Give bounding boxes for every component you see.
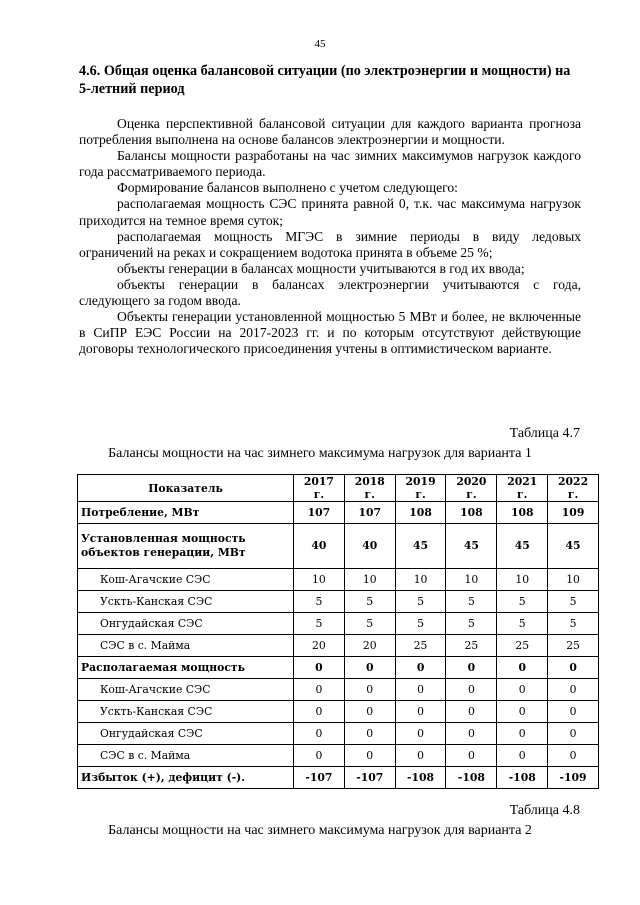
table-cell: 0: [446, 657, 497, 679]
table-cell: 20: [294, 635, 345, 657]
row-label: СЭС в с. Майма: [78, 745, 294, 767]
table-row: [78, 569, 599, 591]
table-row: [78, 502, 599, 524]
table-cell: 0: [548, 679, 599, 701]
table-cell: 109: [548, 502, 599, 524]
table-cell: 108: [497, 502, 548, 524]
table-row: [78, 745, 599, 767]
row-label: Онгудайская СЭС: [78, 613, 294, 635]
table-row: [78, 613, 599, 635]
table-cell: 45: [446, 524, 497, 569]
table-cell: 5: [548, 591, 599, 613]
table-cell: 0: [548, 701, 599, 723]
table-number: Таблица 4.7: [509, 426, 580, 441]
paragraph: располагаемая мощность СЭС принята равной 0, т.к. час максимума нагрузок приходится на темное время суток;: [79, 196, 581, 228]
table-cell: 0: [395, 723, 446, 745]
table-cell: 0: [497, 657, 548, 679]
table-cell: 40: [344, 524, 395, 569]
body-text: [79, 116, 581, 357]
table-cell: 0: [548, 657, 599, 679]
table-cell: 5: [446, 591, 497, 613]
table-cell: 108: [446, 502, 497, 524]
power-balance-table: [77, 474, 599, 789]
row-label: Ускть-Канская СЭС: [78, 701, 294, 723]
table-cell: 0: [446, 701, 497, 723]
row-label: Избыток (+), дефицит (-).: [78, 767, 294, 789]
paragraph: Оценка перспективной балансовой ситуации для каждого варианта прогноза потребления выполнена на основе балансов электроэнергии и мощности.: [79, 116, 581, 148]
row-label: Кош-Агачские СЭС: [78, 679, 294, 701]
table-cell: 10: [344, 569, 395, 591]
table-cell: 0: [294, 657, 345, 679]
table-cell: 5: [344, 591, 395, 613]
table-caption: Балансы мощности на час зимнего максимума нагрузок для варианта 1: [108, 446, 532, 461]
table-row: [78, 679, 599, 701]
table-cell: 5: [548, 613, 599, 635]
table-cell: 0: [294, 679, 345, 701]
table-cell: 45: [497, 524, 548, 569]
table-cell: 0: [548, 745, 599, 767]
table-cell: 0: [294, 723, 345, 745]
paragraph: Объекты генерации установленной мощностью 5 МВт и более, не включенные в СиПР ЕЭС России на 2017-2023 гг. и по которым отсутствуют действующие договоры технологического присоединения учтены в оптимистическом варианте.: [79, 309, 581, 357]
table-cell: -109: [548, 767, 599, 789]
table-cell: 0: [395, 745, 446, 767]
table-cell: 0: [344, 701, 395, 723]
page-number: 45: [314, 38, 326, 50]
header-cell: 2019 г.: [395, 475, 446, 502]
table-cell: 10: [548, 569, 599, 591]
table-cell: 0: [344, 745, 395, 767]
table-cell: -107: [344, 767, 395, 789]
table-cell: 0: [344, 657, 395, 679]
row-label: СЭС в с. Майма: [78, 635, 294, 657]
table-cell: 0: [446, 745, 497, 767]
table-header-row: [78, 475, 599, 502]
table-cell: 25: [446, 635, 497, 657]
table-cell: -108: [395, 767, 446, 789]
row-label: Кош-Агачские СЭС: [78, 569, 294, 591]
table-cell: 0: [497, 679, 548, 701]
table-cell: 5: [497, 613, 548, 635]
paragraph: располагаемая мощность МГЭС в зимние периоды в виду ледовых ограничений на реках и сокращением водотока принята в объеме 25 %;: [79, 228, 581, 260]
header-cell: 2021 г.: [497, 475, 548, 502]
table-cell: 107: [294, 502, 345, 524]
table-cell: 0: [344, 679, 395, 701]
table-cell: 5: [294, 591, 345, 613]
table-cell: 5: [395, 591, 446, 613]
table-cell: 5: [395, 613, 446, 635]
table-cell: 5: [294, 613, 345, 635]
table-cell: 10: [446, 569, 497, 591]
table-cell: 20: [344, 635, 395, 657]
table-cell: 107: [344, 502, 395, 524]
table-cell: 0: [548, 723, 599, 745]
header-cell: 2018 г.: [344, 475, 395, 502]
table-cell: -108: [446, 767, 497, 789]
paragraph: Балансы мощности разработаны на час зимних максимумов нагрузок каждого года рассматриваемого периода.: [79, 148, 581, 180]
row-label: Потребление, МВт: [78, 502, 294, 524]
table-row: [78, 591, 599, 613]
table-row: [78, 635, 599, 657]
table-cell: 5: [497, 591, 548, 613]
table-cell: 5: [446, 613, 497, 635]
table-cell: 0: [446, 723, 497, 745]
table-cell: 0: [446, 679, 497, 701]
table-cell: 0: [344, 723, 395, 745]
table-cell: 0: [497, 701, 548, 723]
paragraph: объекты генерации в балансах электроэнергии учитываются с года, следующего за годом ввода.: [79, 276, 581, 309]
paragraph: Формирование балансов выполнено с учетом следующего:: [117, 180, 458, 196]
table-caption: Балансы мощности на час зимнего максимума нагрузок для варианта 2: [108, 823, 532, 838]
table-cell: 0: [395, 701, 446, 723]
table-cell: 40: [294, 524, 345, 569]
paragraph: объекты генерации в балансах мощности учитываются в год их ввода;: [117, 260, 525, 276]
table-cell: 5: [344, 613, 395, 635]
row-label: Располагаемая мощность: [78, 657, 294, 679]
table-row: [78, 524, 599, 569]
table-cell: 0: [395, 679, 446, 701]
header-cell: 2017 г.: [294, 475, 345, 502]
row-label: Ускть-Канская СЭС: [78, 591, 294, 613]
table-cell: 108: [395, 502, 446, 524]
table-cell: 25: [395, 635, 446, 657]
table-number: Таблица 4.8: [509, 803, 580, 818]
table-cell: 10: [497, 569, 548, 591]
section-heading: 4.6. Общая оценка балансовой ситуации (по электроэнергии и мощности) на 5-летний период: [79, 63, 571, 97]
header-cell: 2022 г.: [548, 475, 599, 502]
table-cell: 0: [294, 745, 345, 767]
table-cell: 0: [497, 745, 548, 767]
table-cell: -108: [497, 767, 548, 789]
table-cell: 25: [548, 635, 599, 657]
table-cell: 25: [497, 635, 548, 657]
table-cell: 45: [548, 524, 599, 569]
table-cell: 0: [294, 701, 345, 723]
table-row: [78, 701, 599, 723]
table-cell: 45: [395, 524, 446, 569]
table-cell: 10: [395, 569, 446, 591]
table-cell: 0: [395, 657, 446, 679]
row-label: Установленная мощность объектов генерации, МВт: [78, 524, 294, 569]
header-cell: Показатель: [78, 475, 294, 502]
table-row: [78, 767, 599, 789]
header-cell: 2020 г.: [446, 475, 497, 502]
table-row: [78, 657, 599, 679]
table-cell: 10: [294, 569, 345, 591]
row-label: Онгудайская СЭС: [78, 723, 294, 745]
table-row: [78, 723, 599, 745]
table-cell: -107: [294, 767, 345, 789]
table-cell: 0: [497, 723, 548, 745]
